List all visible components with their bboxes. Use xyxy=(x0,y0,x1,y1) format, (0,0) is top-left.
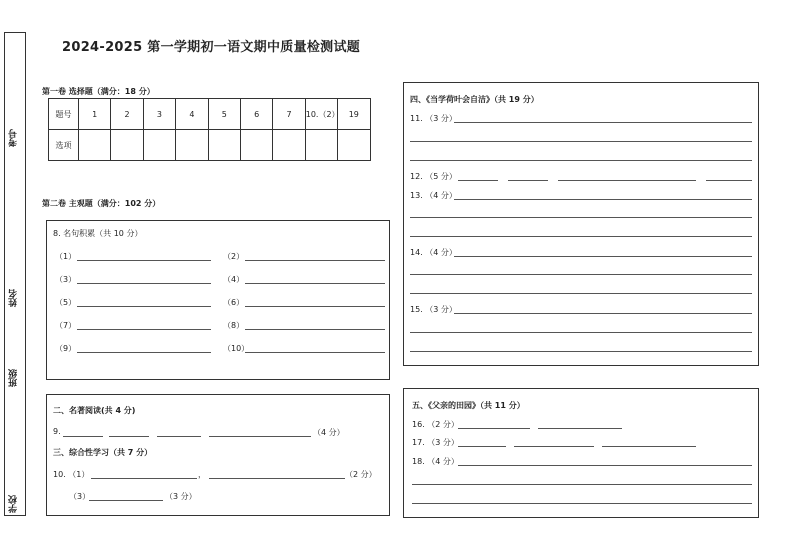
q12-label: 12. （5 分） xyxy=(410,172,457,181)
row-label-question: 题号 xyxy=(49,99,79,130)
answer-line[interactable] xyxy=(209,478,345,479)
answer-row xyxy=(49,130,371,161)
answer-line[interactable] xyxy=(77,260,211,261)
answer-cell[interactable] xyxy=(143,130,175,161)
answer-cell[interactable] xyxy=(305,130,337,161)
question-number: 4 xyxy=(176,99,208,130)
q10b-label: （3） xyxy=(69,492,91,501)
answer-line[interactable] xyxy=(458,465,752,466)
section-2-title: 二、名著阅读(共 4 分) xyxy=(53,406,136,415)
question-number-row xyxy=(49,99,371,130)
answer-line[interactable] xyxy=(454,199,752,200)
item-label: （2） xyxy=(223,252,245,261)
answer-line[interactable] xyxy=(91,478,197,479)
answer-line[interactable] xyxy=(157,436,201,437)
question-number: 1 xyxy=(79,99,111,130)
question-number: 19 xyxy=(338,99,370,130)
answer-line[interactable] xyxy=(245,329,385,330)
section-2-3-box xyxy=(46,394,390,516)
question-number: 5 xyxy=(208,99,240,130)
answer-line[interactable] xyxy=(63,436,103,437)
item-label: （8） xyxy=(223,321,245,330)
q10-comma: ， xyxy=(198,470,206,479)
answer-line[interactable] xyxy=(410,236,752,237)
answer-cell[interactable] xyxy=(240,130,272,161)
choice-answer-grid xyxy=(48,98,371,161)
answer-line[interactable] xyxy=(602,446,696,447)
answer-line[interactable] xyxy=(706,180,752,181)
section-5-box xyxy=(403,388,759,518)
answer-line[interactable] xyxy=(77,306,211,307)
answer-cell[interactable] xyxy=(338,130,370,161)
q10a-label: 10. （1） xyxy=(53,470,90,479)
item-label: （6） xyxy=(223,298,245,307)
section-4-box xyxy=(403,82,759,366)
answer-line[interactable] xyxy=(77,283,211,284)
question-number: 10.（2） xyxy=(305,99,337,130)
page-title: 2024-2025 第一学期初一语文期中质量检测试题 xyxy=(62,40,361,55)
student-name-label: 姓名 xyxy=(9,289,19,307)
answer-line[interactable] xyxy=(77,352,211,353)
question-number: 3 xyxy=(143,99,175,130)
answer-line[interactable] xyxy=(209,436,311,437)
item-label: （10） xyxy=(223,344,250,353)
answer-line[interactable] xyxy=(410,351,752,352)
answer-line[interactable] xyxy=(89,500,163,501)
q18-label: 18. （4 分） xyxy=(412,457,459,466)
exam-number-label: 考号 xyxy=(9,129,19,147)
part2-heading: 第二卷 主观题（满分：102 分） xyxy=(42,199,161,208)
answer-line[interactable] xyxy=(454,313,752,314)
answer-line[interactable] xyxy=(508,180,548,181)
answer-line[interactable] xyxy=(109,436,149,437)
answer-line[interactable] xyxy=(410,141,752,142)
answer-line[interactable] xyxy=(458,180,498,181)
answer-line[interactable] xyxy=(412,484,752,485)
answer-cell[interactable] xyxy=(208,130,240,161)
part1-heading: 第一卷 选择题（满分：18 分） xyxy=(42,87,155,96)
section-5-title: 五、《父亲的田园》（共 11 分） xyxy=(412,401,525,410)
answer-line[interactable] xyxy=(458,446,506,447)
answer-cell[interactable] xyxy=(176,130,208,161)
q11-label: 11. （3 分） xyxy=(410,114,457,123)
q14-label: 14. （4 分） xyxy=(410,248,457,257)
answer-line[interactable] xyxy=(538,428,622,429)
item-label: （1） xyxy=(55,252,77,261)
q16-label: 16. （2 分） xyxy=(412,420,459,429)
answer-line[interactable] xyxy=(245,352,385,353)
item-label: （5） xyxy=(55,298,77,307)
q13-label: 13. （4 分） xyxy=(410,191,457,200)
question-number: 7 xyxy=(273,99,305,130)
q9-label: 9. xyxy=(53,427,61,436)
answer-line[interactable] xyxy=(558,180,696,181)
section-8-box xyxy=(46,220,390,380)
answer-line[interactable] xyxy=(410,217,752,218)
answer-line[interactable] xyxy=(454,122,752,123)
binding-strip xyxy=(4,32,26,516)
section-4-title: 四、《当学荷叶会自洁》（共 19 分） xyxy=(410,95,539,104)
item-label: （3） xyxy=(55,275,77,284)
answer-cell[interactable] xyxy=(273,130,305,161)
row-label-answer: 选项 xyxy=(49,130,79,161)
answer-line[interactable] xyxy=(77,329,211,330)
answer-line[interactable] xyxy=(458,428,530,429)
q17-label: 17. （3 分） xyxy=(412,438,459,447)
section-8-title: 8. 名句积累（共 10 分） xyxy=(53,229,143,238)
q9-score: （4 分） xyxy=(313,428,345,437)
answer-line[interactable] xyxy=(245,283,385,284)
q15-label: 15. （3 分） xyxy=(410,305,457,314)
answer-line[interactable] xyxy=(245,260,385,261)
question-number: 2 xyxy=(111,99,143,130)
answer-line[interactable] xyxy=(514,446,594,447)
answer-line[interactable] xyxy=(410,293,752,294)
answer-cell[interactable] xyxy=(79,130,111,161)
section-3-title: 三、综合性学习（共 7 分） xyxy=(53,448,153,457)
item-label: （4） xyxy=(223,275,245,284)
answer-line[interactable] xyxy=(410,160,752,161)
q10b-score: （3 分） xyxy=(165,492,197,501)
item-label: （9） xyxy=(55,344,77,353)
answer-line[interactable] xyxy=(454,256,752,257)
question-number: 6 xyxy=(240,99,272,130)
school-label: 学校 xyxy=(9,495,19,513)
class-label: 班级 xyxy=(9,369,19,387)
answer-line[interactable] xyxy=(412,503,752,504)
answer-line[interactable] xyxy=(410,274,752,275)
q10a-score: （2 分） xyxy=(345,470,377,479)
answer-line[interactable] xyxy=(245,306,385,307)
item-label: （7） xyxy=(55,321,77,330)
answer-line[interactable] xyxy=(410,332,752,333)
answer-cell[interactable] xyxy=(111,130,143,161)
